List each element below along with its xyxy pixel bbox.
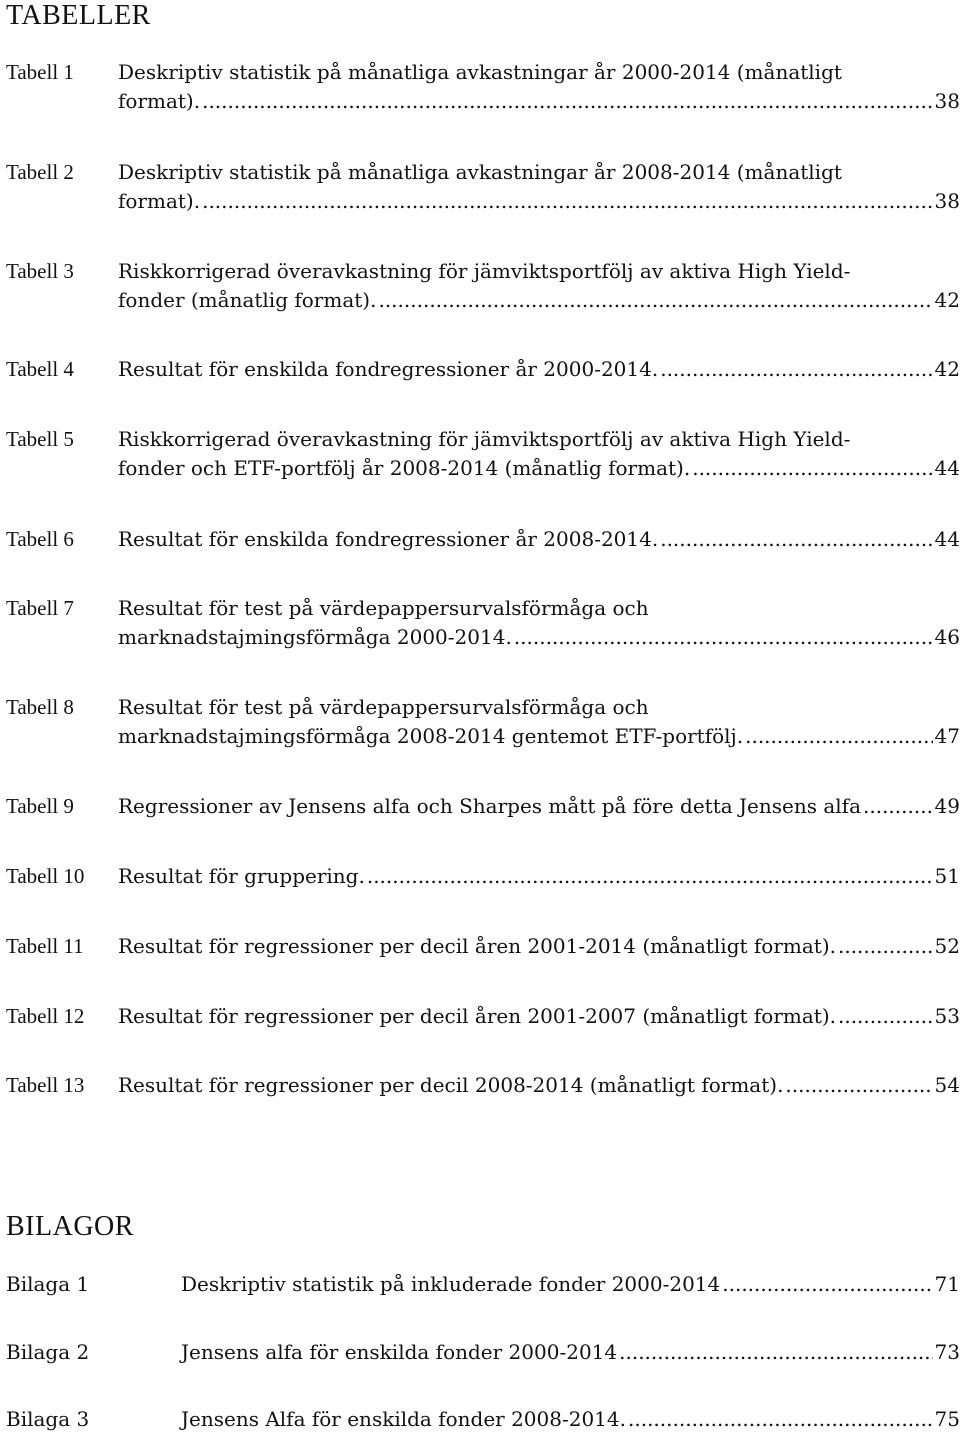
entry-title-line: Resultat för test på värdepappersurvalsförmåga och <box>118 596 649 620</box>
entry-title <box>118 425 960 483</box>
page-number: 53 <box>934 1004 960 1028</box>
entry-title-last-line: Resultat för regressioner per decil åren 2001-2014 (månatligt format). <box>118 934 836 958</box>
page-number: 46 <box>934 625 960 649</box>
entry-title <box>118 355 960 384</box>
entry-leader-line <box>118 722 960 751</box>
entry-leader-line <box>181 1405 960 1434</box>
entry-title <box>118 525 960 554</box>
page-number: 73 <box>934 1340 960 1364</box>
page-number: 38 <box>934 89 960 113</box>
entry-title <box>118 58 960 116</box>
entry-title-last-line: format). <box>118 189 201 213</box>
appendices-heading: BILAGOR <box>6 1211 134 1242</box>
page-number: 75 <box>934 1407 960 1431</box>
entry-leader-line <box>118 87 960 116</box>
dot-leader <box>202 187 932 216</box>
entry-title-line: Riskkorrigerad överavkastning för jämviktsportfölj av aktiva High Yield- <box>118 427 851 451</box>
entry-title <box>118 1002 960 1031</box>
page-number: 49 <box>934 794 960 818</box>
dot-leader <box>367 862 933 891</box>
dot-leader <box>722 1270 932 1299</box>
entry-title-last-line: Regressioner av Jensens alfa och Sharpes mått på före detta Jensens alfa <box>118 794 861 818</box>
entry-leader-line <box>118 525 960 554</box>
entry-title <box>118 693 960 751</box>
entry-title-last-line: Resultat för enskilda fondregressioner år 2008-2014. <box>118 527 659 551</box>
page-number: 71 <box>934 1272 960 1296</box>
entry-title-line: Deskriptiv statistik på månatliga avkastningar år 2000-2014 (månatligt <box>118 60 842 84</box>
entry-title-last-line: Resultat för gruppering. <box>118 864 365 888</box>
entry-title <box>118 158 960 216</box>
tables-heading: TABELLER <box>6 0 151 31</box>
table-label: Tabell 8 <box>6 695 74 719</box>
appendix-label: Bilaga 2 <box>6 1340 90 1364</box>
table-label: Tabell 7 <box>6 596 74 620</box>
entry-title-last-line: Resultat för regressioner per decil 2008-2014 (månatligt format). <box>118 1073 784 1097</box>
entry-title-last-line: marknadstajmingsförmåga 2008-2014 gentemot ETF-portfölj. <box>118 724 744 748</box>
entry-title-last-line: Resultat för regressioner per decil åren 2001-2007 (månatligt format). <box>118 1004 836 1028</box>
entry-leader-line <box>181 1338 960 1367</box>
entry-leader-line <box>118 862 960 891</box>
dot-leader <box>202 87 932 116</box>
entry-title-last-line: Resultat för enskilda fondregressioner år 2000-2014. <box>118 357 659 381</box>
entry-leader-line <box>118 932 960 961</box>
entry-title-line: Riskkorrigerad överavkastning för jämviktsportfölj av aktiva High Yield- <box>118 259 851 283</box>
dot-leader <box>514 623 933 652</box>
table-label: Tabell 6 <box>6 527 74 551</box>
entry-title <box>118 932 960 961</box>
table-label: Tabell 11 <box>6 934 84 958</box>
entry-leader-line <box>118 1002 960 1031</box>
dot-leader <box>863 792 933 821</box>
entry-title-last-line: Deskriptiv statistik på inkluderade fonder 2000-2014 <box>181 1272 721 1296</box>
table-label: Tabell 5 <box>6 427 74 451</box>
appendix-label: Bilaga 1 <box>6 1272 90 1296</box>
page-number: 51 <box>934 864 960 888</box>
entry-title <box>181 1405 960 1434</box>
entry-title <box>118 257 960 315</box>
entry-title <box>118 594 960 652</box>
entry-title <box>118 862 960 891</box>
entry-title-line: Deskriptiv statistik på månatliga avkastningar år 2008-2014 (månatligt <box>118 160 842 184</box>
entry-title <box>181 1338 960 1367</box>
page-number: 44 <box>934 527 960 551</box>
entry-leader-line <box>181 1270 960 1299</box>
entry-title-line: Resultat för test på värdepappersurvalsförmåga och <box>118 695 649 719</box>
entry-title <box>118 792 960 821</box>
page-number: 42 <box>934 357 960 381</box>
page-number: 42 <box>934 288 960 312</box>
entry-title-last-line: fonder (månatlig format). <box>118 288 377 312</box>
entry-title <box>181 1270 960 1299</box>
page-number: 54 <box>934 1073 960 1097</box>
table-label: Tabell 9 <box>6 794 74 818</box>
entry-leader-line <box>118 623 960 652</box>
entry-title-last-line: Jensens alfa för enskilda fonder 2000-2014 <box>181 1340 618 1364</box>
dot-leader <box>838 932 933 961</box>
table-label: Tabell 13 <box>6 1073 85 1097</box>
dot-leader <box>745 722 932 751</box>
entry-leader-line <box>118 355 960 384</box>
appendix-label: Bilaga 3 <box>6 1407 90 1431</box>
entry-title-last-line: Jensens Alfa för enskilda fonder 2008-2014. <box>181 1407 626 1431</box>
dot-leader <box>838 1002 933 1031</box>
table-label: Tabell 4 <box>6 357 74 381</box>
entry-leader-line <box>118 1071 960 1100</box>
table-label: Tabell 1 <box>6 60 74 84</box>
entry-leader-line <box>118 187 960 216</box>
entry-title <box>118 1071 960 1100</box>
page-number: 44 <box>934 456 960 480</box>
table-label: Tabell 3 <box>6 259 74 283</box>
table-label: Tabell 10 <box>6 864 85 888</box>
entry-leader-line <box>118 792 960 821</box>
dot-leader <box>619 1338 932 1367</box>
dot-leader <box>692 454 932 483</box>
page-number: 52 <box>934 934 960 958</box>
entry-title-last-line: format). <box>118 89 201 113</box>
dot-leader <box>660 525 932 554</box>
dot-leader <box>628 1405 933 1434</box>
entry-leader-line <box>118 286 960 315</box>
page-number: 47 <box>934 724 960 748</box>
entry-leader-line <box>118 454 960 483</box>
table-label: Tabell 2 <box>6 160 74 184</box>
table-label: Tabell 12 <box>6 1004 85 1028</box>
dot-leader <box>378 286 932 315</box>
page-number: 38 <box>934 189 960 213</box>
dot-leader <box>785 1071 932 1100</box>
dot-leader <box>660 355 932 384</box>
entry-title-last-line: marknadstajmingsförmåga 2000-2014. <box>118 625 512 649</box>
entry-title-last-line: fonder och ETF-portfölj år 2008-2014 (månatlig format). <box>118 456 691 480</box>
